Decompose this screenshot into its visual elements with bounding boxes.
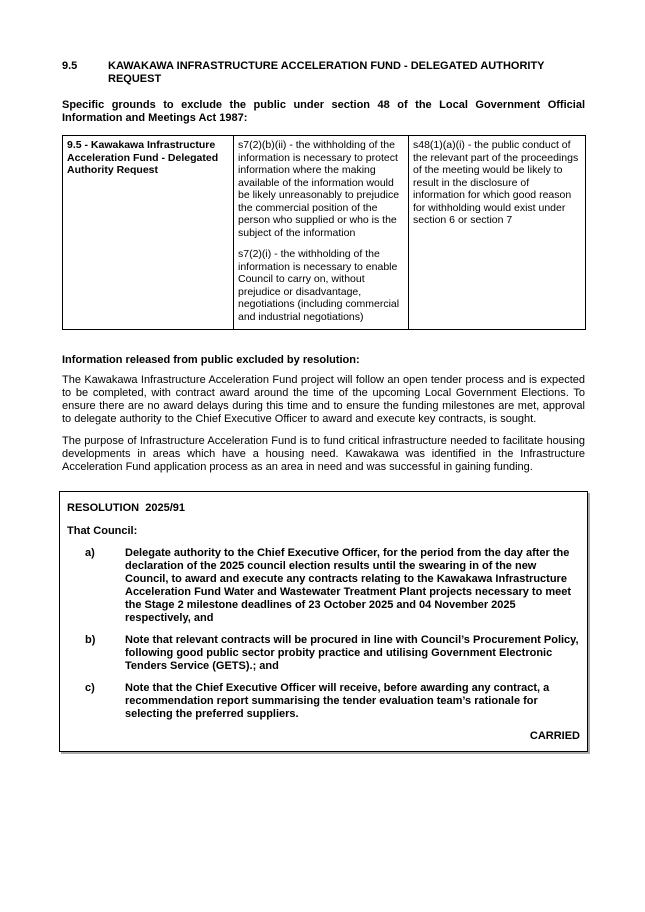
body-paragraph: The purpose of Infrastructure Acceleration Fund is to fund critical infrastructure needed to facilitate housing developments in areas which have a housing need. Kawakawa was identified in the Infrastructure Acceleration Fund application process as an area in need and was successful in gaining funding. (62, 435, 585, 473)
section-heading (62, 60, 585, 86)
carried-label: CARRIED (529, 730, 580, 742)
page-content (62, 60, 585, 752)
item-label: b) (85, 634, 96, 646)
resolution-item (67, 682, 581, 721)
item-title: 9.5 - Kawakawa Infrastructure Acceleration Fund - Delegated Authority Request (67, 139, 219, 176)
section-number: 9.5 (62, 60, 78, 72)
item-label: c) (85, 682, 95, 694)
table-cell-grounds (234, 136, 409, 330)
resolution-item (67, 634, 581, 673)
table-cell-reason (409, 136, 586, 330)
item-text: Delegate authority to the Chief Executive Officer, for the period from the day after the declaration of the 2025 council election results until the swearing in of the new Council, to award and execute any contracts relating to the Kawakawa Infrastructure Acceleration Fund Water and Wastewater Treatment Plant projects necessary to meet the Stage 2 milestone deadlines of 23 October 2025 and 04 November 2025 respectively, and (125, 547, 572, 624)
table-cell-item (63, 136, 234, 330)
item-label: a) (85, 547, 95, 559)
resolution-title: RESOLUTION 2025/91 (67, 502, 185, 514)
item-text: Note that the Chief Executive Officer will receive, before awarding any contract, a recommendation report summarising the tender evaluation team’s rationale for selecting the preferred suppliers. (125, 682, 550, 720)
exclusion-grounds-intro: Specific grounds to exclude the public under section 48 of the Local Government Official Information and Meetings Act 1987: (62, 99, 585, 124)
resolution-preamble: That Council: (67, 525, 138, 537)
resolution-box (59, 491, 588, 752)
grounds-paragraph: s7(2)(i) - the withholding of the information is necessary to enable Council to carry on, without prejudice or disadvantage, negotiations (including commercial and industrial negotiations) (238, 248, 400, 323)
table-row (63, 136, 586, 330)
reason-paragraph: s48(1)(a)(i) - the public conduct of the relevant part of the proceedings of the meeting would be likely to result in the disclosure of information for which good reason for withholding would exist under section 6 or section 7 (413, 139, 579, 226)
item-text: Note that relevant contracts will be procured in line with Council’s Procurement Policy, following good public sector probity practice and utilising Government Electronic Tenders Service (GETS).; and (125, 634, 579, 672)
body-paragraph: The Kawakawa Infrastructure Acceleration Fund project will follow an open tender process and is expected to be completed, with contract award around the time of the upcoming Local Government Elections. To ensure there are no award delays during this time and to ensure the funding milestones are met, approval to delegate authority to the Chief Executive Officer to award and execute key contracts, is sought. (62, 374, 585, 425)
grounds-paragraph: s7(2)(b)(ii) - the withholding of the information is necessary to protect information where the making available of the information would be likely unreasonably to prejudice the commercial position of the person who supplied or who is the subject of the information (238, 139, 400, 239)
exclusion-table (62, 135, 586, 330)
released-heading: Information released from public excluded by resolution: (62, 354, 360, 366)
resolution-item (67, 547, 581, 625)
page-title: KAWAKAWA INFRASTRUCTURE ACCELERATION FUND - DELEGATED AUTHORITY REQUEST (108, 60, 545, 85)
